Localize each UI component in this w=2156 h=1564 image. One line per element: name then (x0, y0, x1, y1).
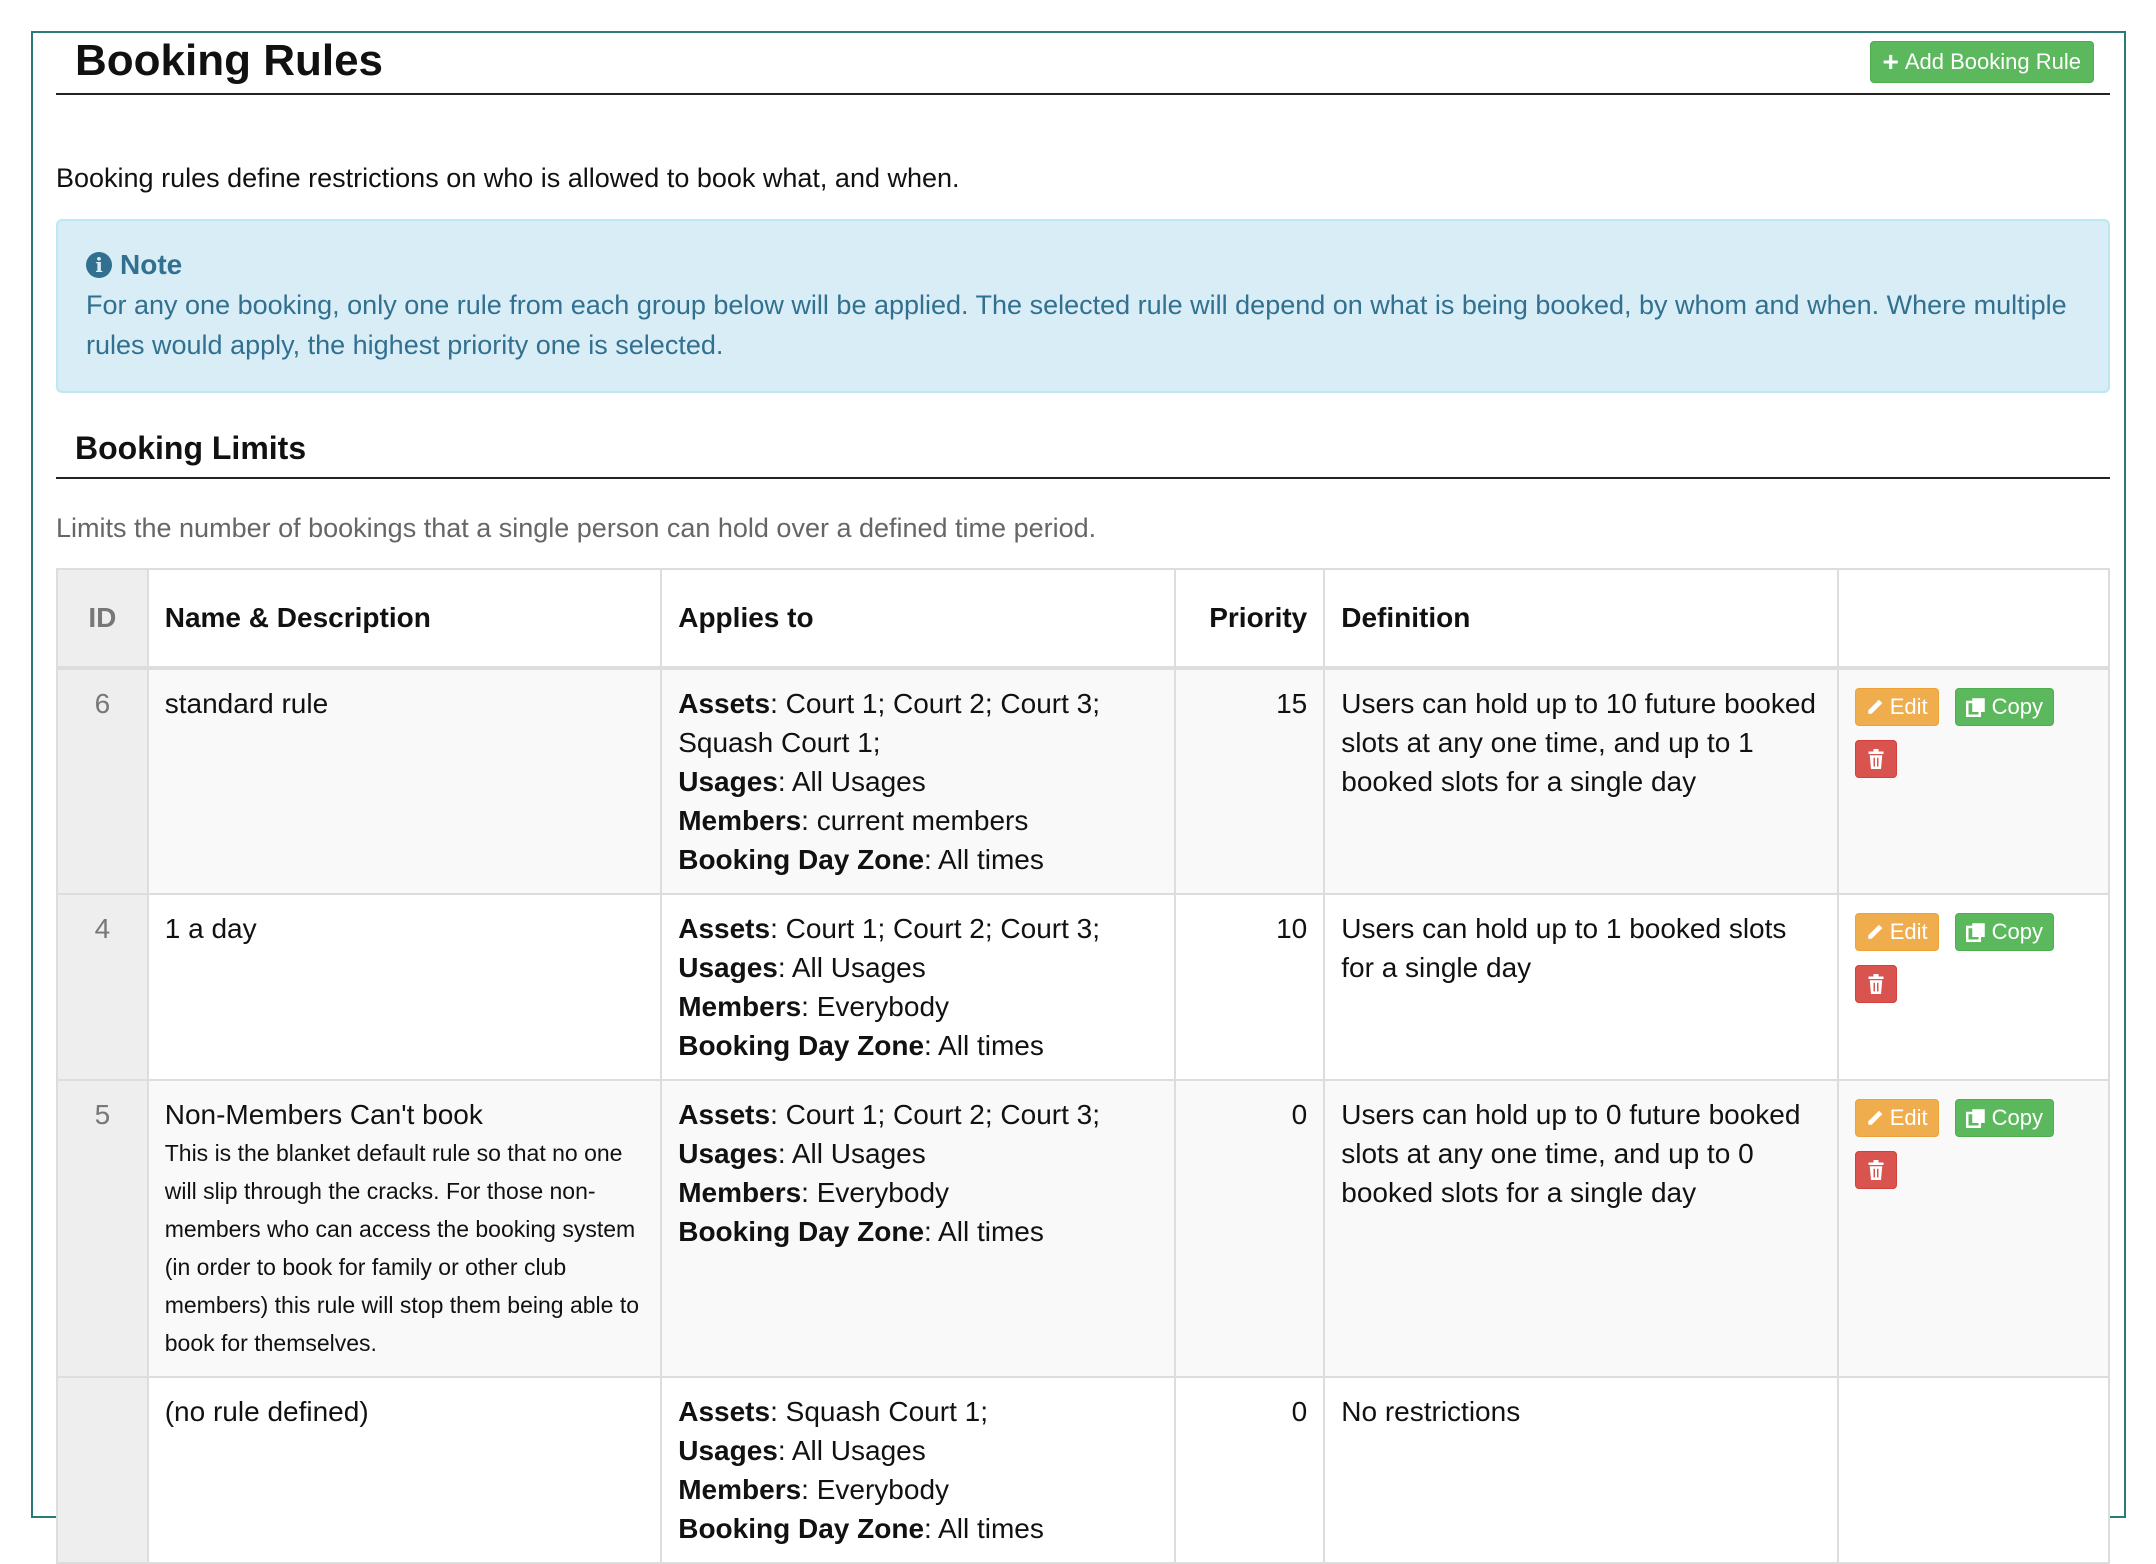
copy-label: Copy (1991, 919, 2044, 944)
assets-value: : Court 1; Court 2; Court 3; (770, 913, 1100, 944)
actions-cell (1838, 668, 2109, 894)
copy-icon (1966, 1108, 1986, 1128)
note-title: Note (120, 249, 183, 280)
pencil-icon (1866, 698, 1884, 716)
assets-value: : Court 1; Court 2; Court 3; Squash Court 1; (678, 688, 1100, 758)
usages-label: Usages (678, 766, 778, 797)
rule-description: This is the blanket default rule so that no one will slip through the cracks. For those non-members who can access the booking system (in order to book for family or other club members) this rule will stop them being able to book for themselves. (164, 1140, 639, 1356)
copy-button[interactable] (1955, 688, 2054, 726)
column-header-name: Name & Description (148, 569, 662, 668)
usages-value: : All Usages (777, 952, 926, 983)
assets-line (678, 909, 1158, 948)
rule-definition: Users can hold up to 10 future booked slots at any one time, and up to 1 booked slots for a single day (1324, 668, 1838, 894)
zone-label: Booking Day Zone (678, 1216, 925, 1247)
table-row (57, 894, 2109, 1080)
action-button-row (1855, 913, 2092, 951)
action-buttons (1855, 688, 2092, 779)
table-row (57, 668, 2109, 894)
pencil-icon (1866, 1109, 1884, 1127)
table-row (57, 1377, 2109, 1563)
assets-label: Assets (678, 1396, 771, 1427)
column-header-id: ID (57, 569, 148, 668)
delete-button[interactable] (1855, 965, 1897, 1003)
trash-icon (1867, 749, 1885, 769)
copy-icon (1966, 922, 1986, 942)
pencil-icon (1866, 923, 1884, 941)
actions-cell (1838, 894, 2109, 1080)
usages-label: Usages (678, 1138, 778, 1169)
assets-label: Assets (678, 688, 771, 719)
usages-line (678, 948, 1158, 987)
actions-cell (1838, 1377, 2109, 1563)
rule-id (57, 1377, 148, 1563)
column-header-applies-to: Applies to (661, 569, 1175, 668)
edit-label: Edit (1889, 919, 1928, 944)
rule-name-cell (148, 1377, 662, 1563)
copy-icon (1966, 697, 1986, 717)
table-row (57, 1080, 2109, 1377)
rule-name: (no rule defined) (164, 1396, 369, 1427)
zone-line (678, 1026, 1158, 1065)
assets-label: Assets (678, 913, 771, 944)
add-booking-rule-label: Add Booking Rule (1904, 49, 2081, 74)
usages-line (678, 1431, 1158, 1470)
section-title: Booking Limits (75, 430, 307, 466)
assets-line (678, 1095, 1158, 1134)
add-booking-rule-button[interactable] (1870, 41, 2094, 83)
rule-definition: Users can hold up to 1 booked slots for a single day (1324, 894, 1838, 1080)
column-header-priority: Priority (1175, 569, 1325, 668)
assets-value: : Squash Court 1; (770, 1396, 988, 1427)
booking-limits-table (56, 568, 2110, 1564)
rule-name: 1 a day (164, 913, 257, 944)
applies-to-cell (661, 1377, 1175, 1563)
zone-line (678, 1509, 1158, 1548)
usages-line (678, 1134, 1158, 1173)
rule-priority: 0 (1175, 1377, 1325, 1563)
members-label: Members (678, 1474, 802, 1505)
applies-to-cell (661, 1080, 1175, 1377)
members-label: Members (678, 805, 802, 836)
page-title: Booking Rules (75, 36, 384, 85)
rule-name-cell (148, 894, 662, 1080)
column-header-actions (1838, 569, 2109, 668)
members-line (678, 801, 1158, 840)
rule-id: 5 (57, 1080, 148, 1377)
copy-button[interactable] (1955, 913, 2054, 951)
rule-priority: 0 (1175, 1080, 1325, 1377)
delete-button[interactable] (1855, 740, 1897, 778)
zone-value: : All times (924, 1030, 1044, 1061)
assets-line (678, 684, 1158, 762)
note-title-row (86, 249, 2080, 281)
page-content (56, 33, 2110, 1544)
action-button-row (1855, 688, 2092, 726)
usages-value: : All Usages (777, 766, 926, 797)
plus-icon: + (1882, 46, 1899, 77)
assets-value: : Court 1; Court 2; Court 3; (770, 1099, 1100, 1130)
zone-label: Booking Day Zone (678, 844, 925, 875)
copy-label: Copy (1991, 1105, 2044, 1130)
zone-line (678, 840, 1158, 879)
assets-line (678, 1392, 1158, 1431)
action-buttons (1855, 913, 2092, 1004)
table-header-row (57, 569, 2109, 668)
members-label: Members (678, 1177, 802, 1208)
rule-id: 6 (57, 668, 148, 894)
copy-button[interactable] (1955, 1099, 2054, 1137)
edit-button[interactable] (1855, 913, 1939, 951)
rule-name: Non-Members Can't book (164, 1099, 483, 1130)
actions-cell (1838, 1080, 2109, 1377)
members-label: Members (678, 991, 802, 1022)
zone-line (678, 1212, 1158, 1251)
edit-button[interactable] (1855, 688, 1939, 726)
zone-value: : All times (924, 1216, 1044, 1247)
members-value: : Everybody (801, 991, 950, 1022)
rule-priority: 10 (1175, 894, 1325, 1080)
usages-label: Usages (678, 952, 778, 983)
copy-label: Copy (1991, 694, 2044, 719)
action-buttons (1855, 1099, 2092, 1190)
trash-icon (1867, 1160, 1885, 1180)
applies-to-cell (661, 894, 1175, 1080)
usages-line (678, 762, 1158, 801)
rule-priority: 15 (1175, 668, 1325, 894)
section-header (56, 423, 2110, 479)
zone-value: : All times (924, 1513, 1044, 1544)
edit-button[interactable] (1855, 1099, 1939, 1137)
usages-label: Usages (678, 1435, 778, 1466)
rule-name-cell (148, 1080, 662, 1377)
members-line (678, 1470, 1158, 1509)
usages-value: : All Usages (777, 1435, 926, 1466)
usages-value: : All Usages (777, 1138, 926, 1169)
page-frame (31, 31, 2126, 1544)
delete-button[interactable] (1855, 1151, 1897, 1189)
column-header-definition: Definition (1324, 569, 1838, 668)
edit-label: Edit (1889, 1105, 1928, 1130)
zone-label: Booking Day Zone (678, 1513, 925, 1544)
section-description: Limits the number of bookings that a single person can hold over a defined time period. (56, 513, 1097, 543)
assets-label: Assets (678, 1099, 771, 1130)
members-value: : Everybody (801, 1177, 950, 1208)
trash-icon (1867, 974, 1885, 994)
rule-id: 4 (57, 894, 148, 1080)
members-line (678, 1173, 1158, 1212)
intro-text: Booking rules define restrictions on who is allowed to book what, and when. (56, 163, 960, 193)
info-circle-icon: i (86, 252, 112, 278)
applies-to-cell (661, 668, 1175, 894)
zone-label: Booking Day Zone (678, 1030, 925, 1061)
edit-label: Edit (1889, 694, 1928, 719)
rule-name-cell (148, 668, 662, 894)
members-line (678, 987, 1158, 1026)
note-alert (56, 219, 2110, 393)
zone-value: : All times (924, 844, 1044, 875)
page-header (56, 33, 2110, 95)
rule-definition: Users can hold up to 0 future booked slots at any one time, and up to 0 booked slots for a single day (1324, 1080, 1838, 1377)
members-value: : current members (801, 805, 1029, 836)
rule-definition: No restrictions (1324, 1377, 1838, 1563)
note-body: For any one booking, only one rule from each group below will be applied. The selected rule will depend on what is being booked, by whom and when. Where multiple rules would apply, the highest priority one is selected. (86, 290, 2067, 360)
rule-name: standard rule (164, 688, 329, 719)
action-button-row (1855, 1099, 2092, 1137)
members-value: : Everybody (801, 1474, 950, 1505)
